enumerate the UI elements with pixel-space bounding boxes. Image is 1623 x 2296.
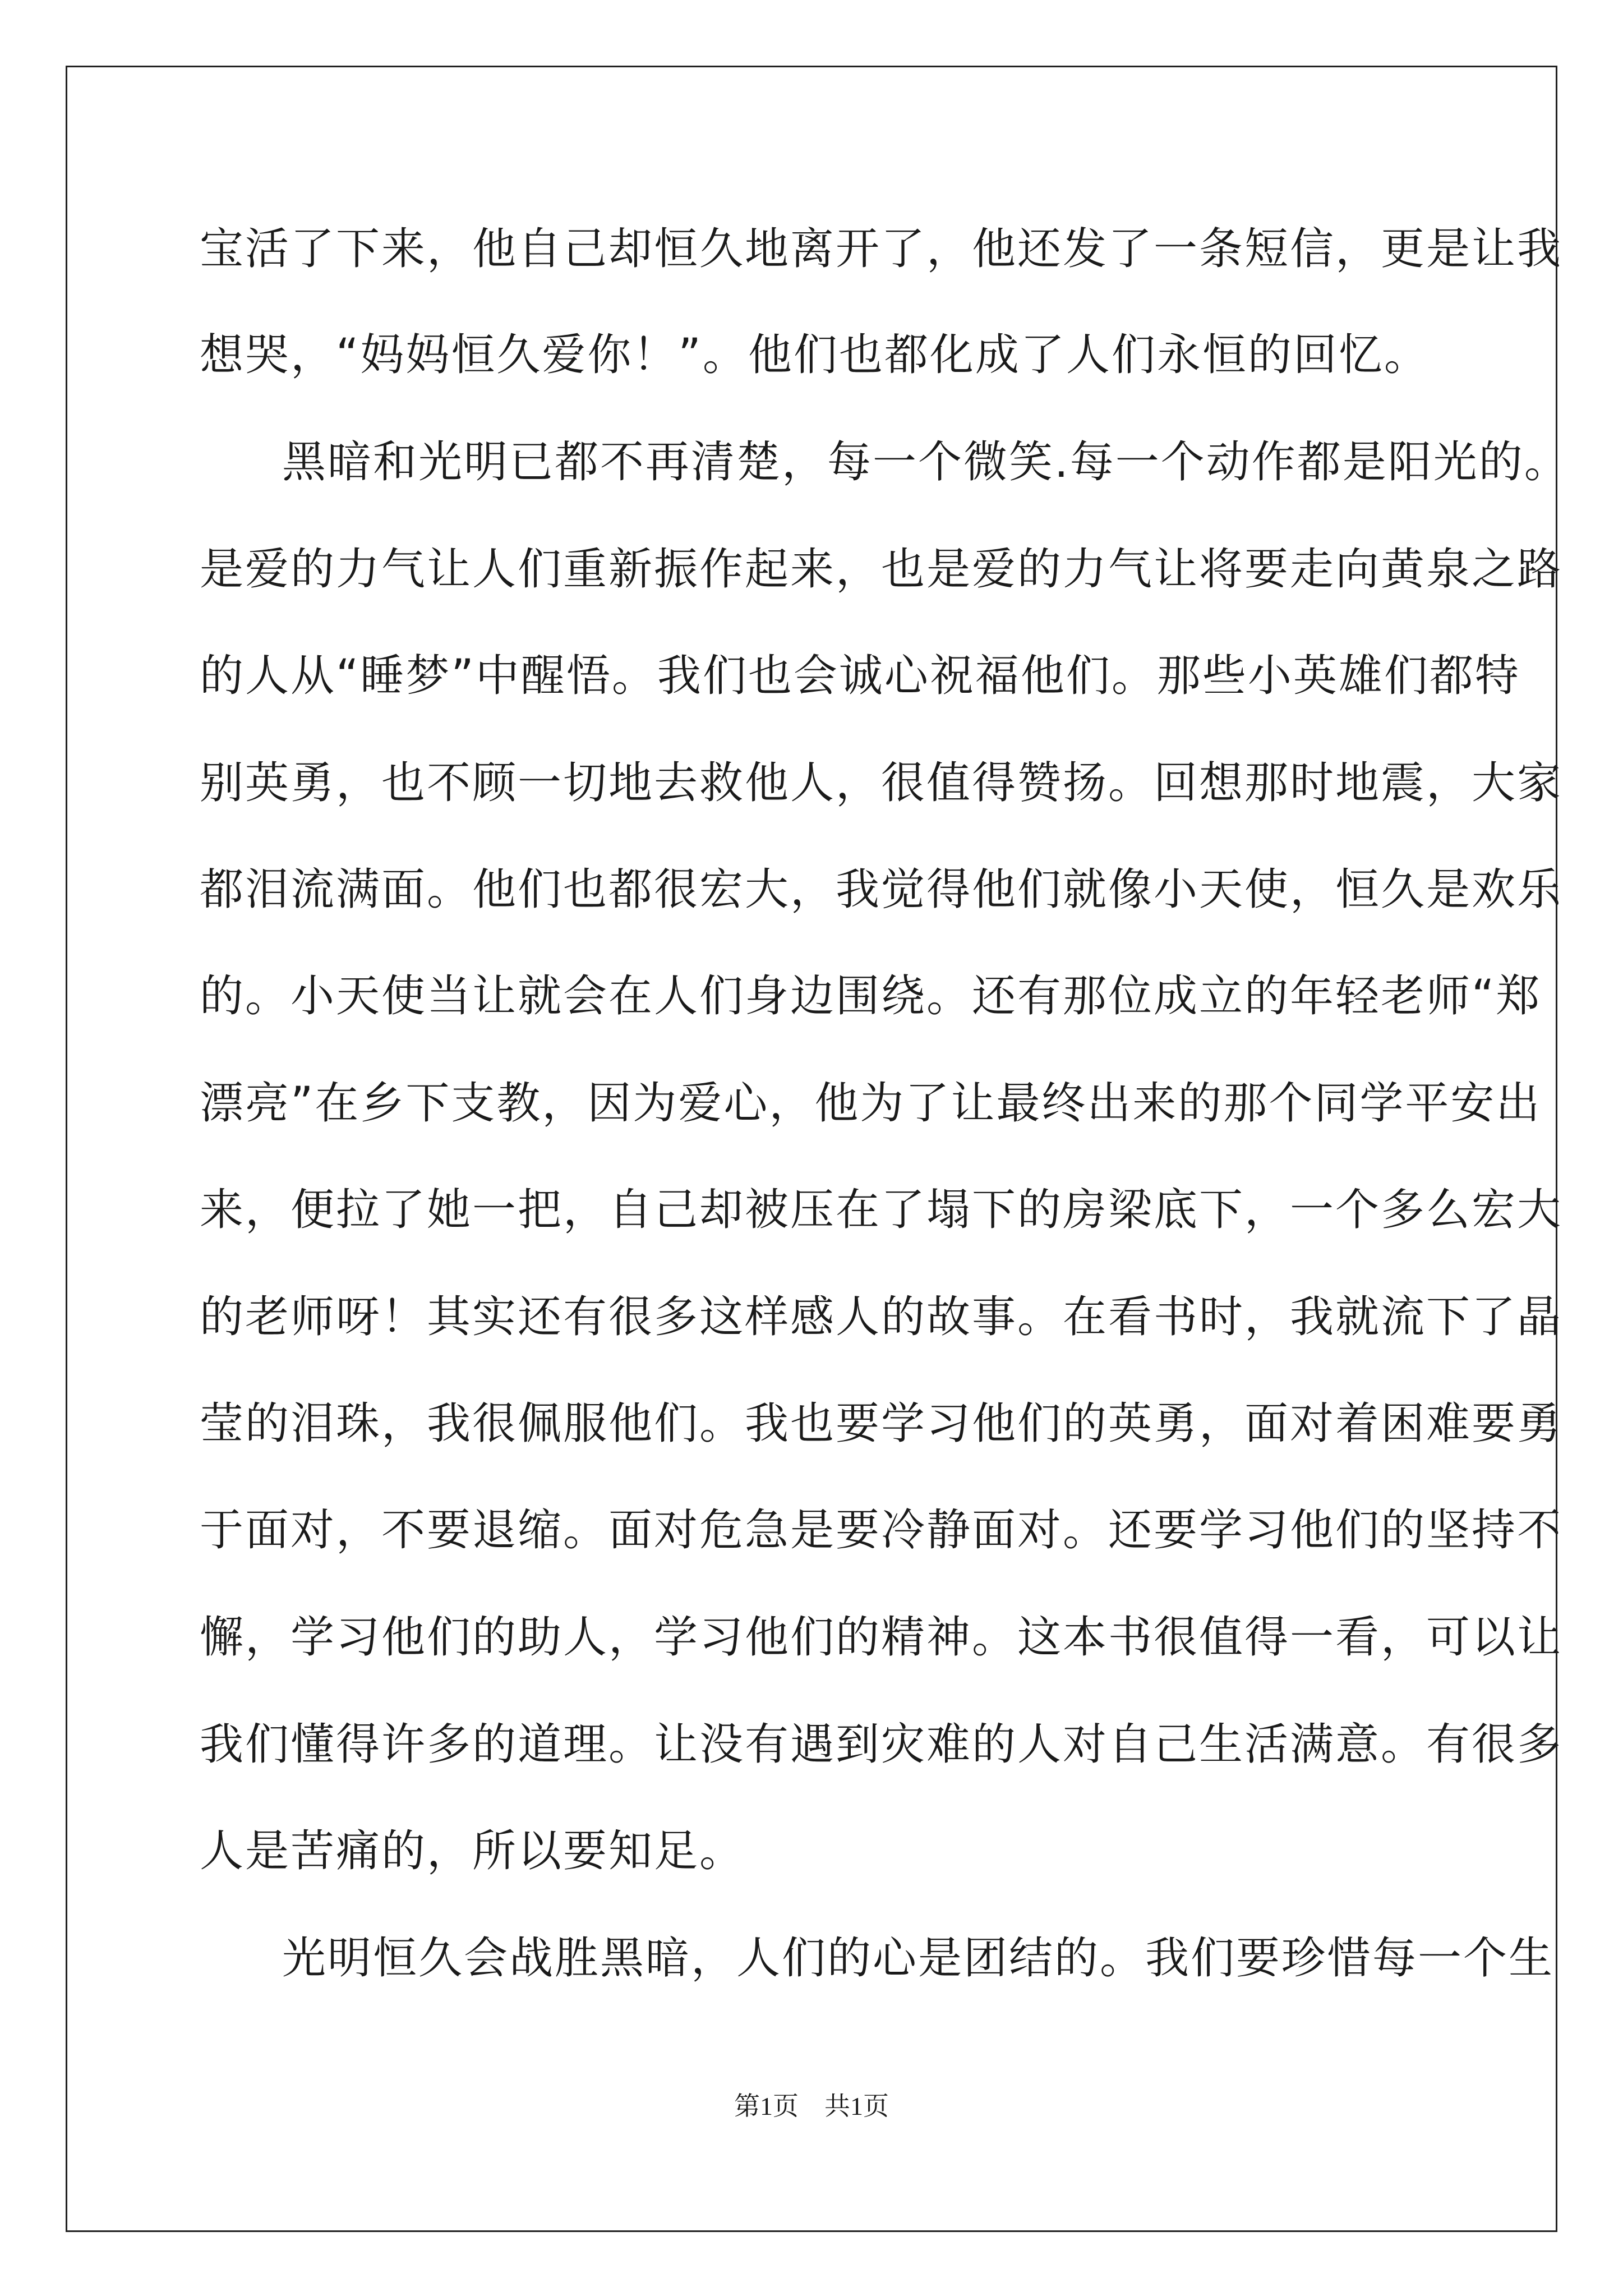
text-line: 懈，学习他们的助人，学习他们的精神。这本书很值得一看，可以让 <box>200 1612 1563 1663</box>
text-line: 的老师呀！其实还有很多这样感人的故事。在看书时，我就流下了晶 <box>200 1292 1563 1342</box>
text-line: 人是苦痛的，所以要知足。 <box>200 1826 745 1876</box>
text-line: 别英勇，也不顾一切地去救他人，很值得赞扬。回想那时地震，大家 <box>200 758 1563 808</box>
text-line: 光明恒久会战胜黑暗，人们的心是团结的。我们要珍惜每一个生 <box>282 1933 1555 1984</box>
page-footer: 第1页 共1页 <box>734 2092 889 2120</box>
text-line: 的人从“睡梦”中醒悟。我们也会诚心祝福他们。那些小英雄们都特 <box>200 651 1520 701</box>
text-line: 莹的泪珠，我很佩服他们。我也要学习他们的英勇，面对着困难要勇 <box>200 1398 1563 1449</box>
text-line: 漂亮”在乡下支教，因为爱心，他为了让最终出来的那个同学平安出 <box>200 1078 1542 1129</box>
text-line: 想哭，“妈妈恒久爱你！”。他们也都化成了人们永恒的回忆。 <box>200 330 1430 380</box>
text-line: 的。小天使当让就会在人们身边围绕。还有那位成立的年轻老师“郑 <box>200 971 1542 1022</box>
page-border <box>66 66 1557 2232</box>
text-line: 宝活了下来，他自己却恒久地离开了，他还发了一条短信，更是让我 <box>200 224 1563 274</box>
text-line: 于面对，不要退缩。面对危急是要冷静面对。还要学习他们的坚持不 <box>200 1505 1563 1556</box>
text-line: 都泪流满面。他们也都很宏大，我觉得他们就像小天使，恒久是欢乐 <box>200 864 1563 915</box>
text-line: 来，便拉了她一把，自己却被压在了塌下的房梁底下，一个多么宏大 <box>200 1185 1563 1235</box>
text-line: 黑暗和光明已都不再清楚，每一个微笑.每一个动作都是阳光的。 <box>282 437 1570 487</box>
text-line: 是爱的力气让人们重新振作起来，也是爱的力气让将要走向黄泉之路 <box>200 544 1563 595</box>
text-line: 我们懂得许多的道理。让没有遇到灾难的人对自己生活满意。有很多 <box>200 1719 1563 1770</box>
